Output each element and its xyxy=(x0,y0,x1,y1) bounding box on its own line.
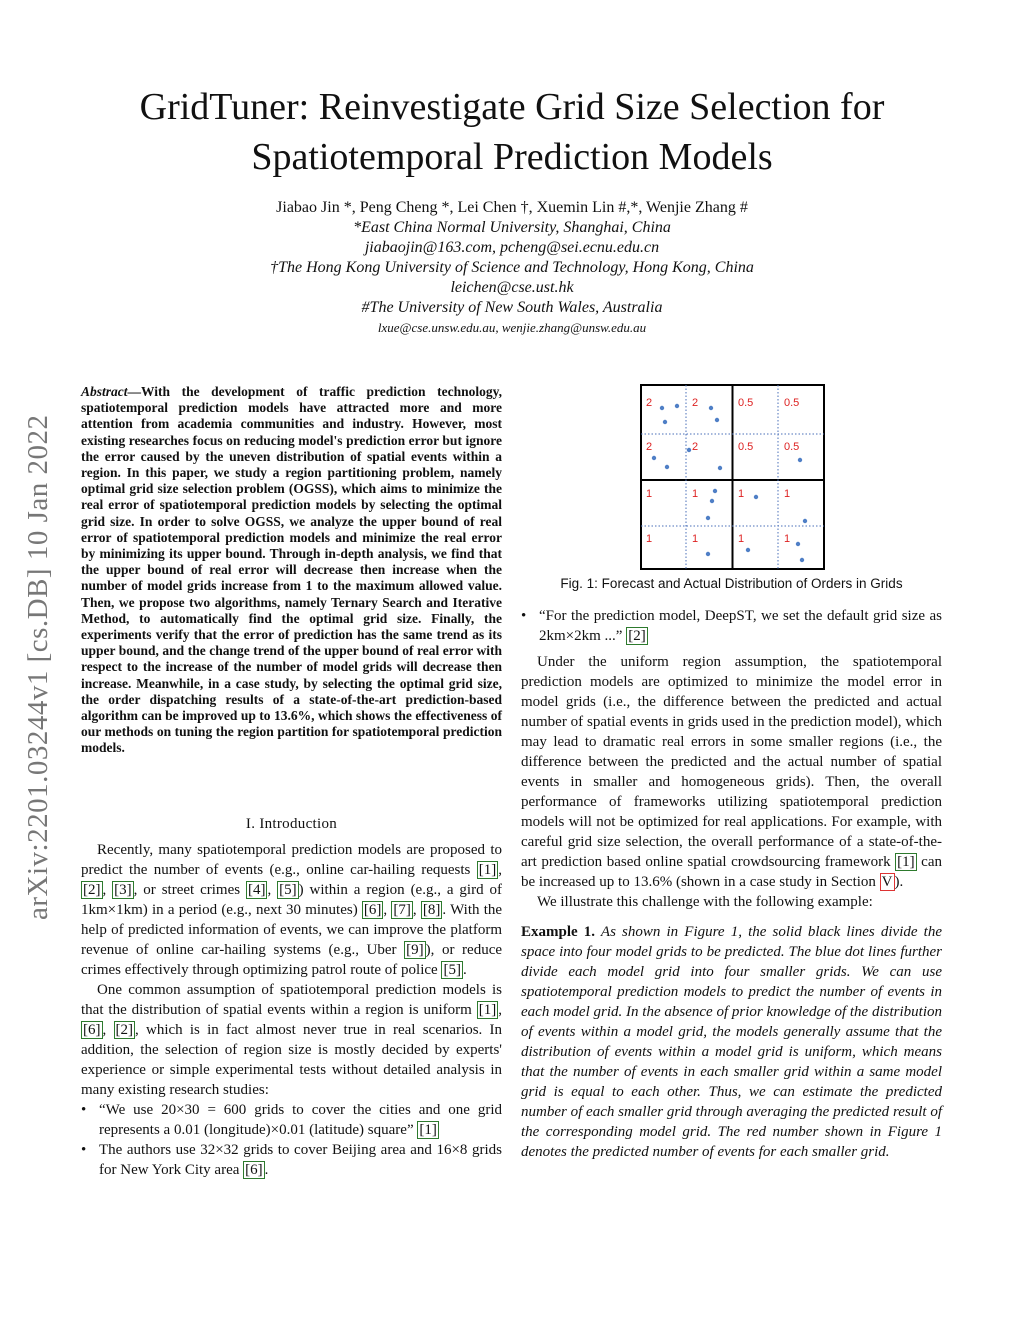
email-1: jiabaojin@163.com, pcheng@sei.ecnu.edu.cn xyxy=(364,239,660,256)
citation-link[interactable]: [2] xyxy=(115,1022,133,1038)
affiliation-1: *East China Normal University, Shanghai, China xyxy=(353,219,671,236)
email-2: leichen@cse.ust.hk xyxy=(450,279,574,296)
abstract-lead: Abstract xyxy=(81,384,128,399)
citation-link[interactable]: [1] xyxy=(478,862,497,878)
example-1: Example 1. As shown in Figure 1, the solid black lines divide the space into four model grids to be predicted. The blue dot lines further divide each model grid into four smaller grids. We can use spatiotemporal prediction models to predict the number of events in each model grid. In the absence of prior knowledge of the distribution of events within a model grid, the models generally assume that the distribution of events within a model grid is uniform, which means that the number of events in each smaller grid within a same model grid is equal to each other. Thus, we can estimate the predicted number of each smaller grid through averaging the predicted result of the corresponding model grid. The red number shown in Figure 1 denotes the predicted number of events for each smaller grid. xyxy=(521,924,942,1160)
affiliation-2: †The Hong Kong University of Science and Technology, Hong Kong, China xyxy=(270,259,754,276)
grid-label: 1 xyxy=(646,488,653,500)
author-block xyxy=(60,198,964,338)
grid-label: 1 xyxy=(692,533,699,545)
citation-link[interactable]: [5] xyxy=(279,882,297,898)
event-dot xyxy=(718,466,722,470)
affiliation-3: #The University of New South Wales, Australia xyxy=(361,299,663,316)
event-dot xyxy=(715,418,719,422)
grid-label: 1 xyxy=(738,533,745,545)
event-dot xyxy=(665,465,669,469)
citation-link[interactable]: [6] xyxy=(363,902,382,918)
event-dot xyxy=(706,552,710,556)
section-heading-introduction: I. Introduction xyxy=(245,816,338,832)
citation-link[interactable]: [1] xyxy=(897,854,915,870)
bullet-item: • “For the prediction model, DeepST, we set the default grid size as 2km×2km ...” [2] xyxy=(521,606,942,646)
citation-link[interactable]: [2] xyxy=(628,628,646,644)
event-dot xyxy=(663,420,667,424)
event-dot xyxy=(710,499,714,503)
figure-1-grid xyxy=(640,384,825,570)
example-lead: Example 1. xyxy=(521,924,596,940)
citation-link[interactable]: [2] xyxy=(83,882,101,898)
grid-label: 0.5 xyxy=(784,397,800,409)
citation-link[interactable]: [9] xyxy=(406,942,424,958)
event-dot xyxy=(796,542,800,546)
event-dot xyxy=(798,458,802,462)
bullet-item: • The authors use 32×32 grids to cover Beijing area and 16×8 grids for New York City area [6] . xyxy=(81,1140,502,1180)
event-dot xyxy=(675,404,679,408)
grid-label: 2 xyxy=(646,441,653,453)
event-dot xyxy=(706,516,710,520)
figure-1-caption: Fig. 1: Forecast and Actual Distribution of Orders in Grids xyxy=(560,576,903,591)
grid-label: 0.5 xyxy=(738,397,754,409)
event-dot xyxy=(800,558,804,562)
event-dot xyxy=(713,489,717,493)
grid-label: 1 xyxy=(784,533,791,545)
arxiv-identifier: arXiv:2201.03244v1 [cs.DB] 10 Jan 2022 xyxy=(22,414,54,920)
citation-link[interactable]: [1] xyxy=(478,1002,497,1018)
paragraph-4: We illustrate this challenge with the following example: xyxy=(537,894,873,910)
citation-link[interactable]: [4] xyxy=(247,882,266,898)
citation-link[interactable]: [3] xyxy=(114,882,132,898)
event-dot xyxy=(746,548,750,552)
grid-label: 1 xyxy=(738,488,745,500)
citation-link[interactable]: [6] xyxy=(245,1162,263,1178)
grid-label: 2 xyxy=(692,397,699,409)
abstract xyxy=(81,384,502,757)
grid-label: 0.5 xyxy=(784,441,800,453)
event-dot xyxy=(754,495,758,499)
event-dot xyxy=(709,406,713,410)
grid-label: 2 xyxy=(692,441,699,453)
grid-label: 1 xyxy=(646,533,653,545)
grid-label: 1 xyxy=(784,488,791,500)
event-dot xyxy=(660,406,664,410)
event-dot xyxy=(803,519,807,523)
citation-link[interactable]: [8] xyxy=(422,902,441,918)
intro-paragraph-1: Recently, many spatiotemporal prediction models are proposed to predict the number of events (e.g., online car-hailing requests [1] , [2] , [3] , or street crimes [4] , [5] ) within a region (e.g., a gird of 1km×1km) in a period (e.g., next 30 minutes) [6] , [7] , [8] . With the help of predicted information of events, we can improve the platform revenue of online car-hailing systems (e.g., Uber [9] ), or reduce crimes effectively through optimizing patrol route of police [5] . xyxy=(81,842,503,978)
citation-link[interactable]: [7] xyxy=(393,902,411,918)
intro-column xyxy=(81,840,502,1180)
event-dot xyxy=(652,456,656,460)
email-3: lxue@cse.unsw.edu.au, wenjie.zhang@unsw.edu.au xyxy=(377,320,647,335)
grid-label: 2 xyxy=(646,397,653,409)
bullet-item: • “We use 20×30 = 600 grids to cover the cities and one grid represents a 0.01 (longitude)×0.01 (latitude) square” [1] xyxy=(81,1100,502,1140)
grid-label: 1 xyxy=(692,488,699,500)
event-dot xyxy=(687,448,691,452)
intro-paragraph-2: One common assumption of spatiotemporal prediction models is that the distribution of spatial events within a region is uniform [1] , [6] , [2] , which is in fact almost never true in real scenarios. In addition, the selection of region size is mostly decided by experts' experience or simple experimental tests without detailed analysis in many existing research studies: xyxy=(81,982,503,1098)
paragraph-3: Under the uniform region assumption, the spatiotemporal prediction models are optimized to minimize the model error in model grids (i.e., the difference between the predicted and actual number of spatial events in grids used in the prediction model), which may lead to dramatic real errors in some smaller regions (i.e., the difference between the predicted and the actual number of spatial events in smaller and homogeneous grids). Then, the overall performance of frameworks utilizing spatiotemporal prediction models will not be optimized for real applications. For example, with careful grid size selection, the overall performance of a state-of-the-art prediction based online spatial crowdsourcing framework [1] can be increased up to 13.6% (shown in a case study in Section V ). xyxy=(521,654,942,890)
author-list: Jiabao Jin *, Peng Cheng *, Lei Chen †, Xuemin Lin #,*, Wenjie Zhang # xyxy=(276,199,748,216)
right-column xyxy=(521,606,942,1177)
grid-label: 0.5 xyxy=(738,441,754,453)
abstract-text: —With the development of traffic prediction technology, spatiotemporal prediction models have attracted more and more attention from academia communities and industry. However, most existing researches focus on reducing model's prediction error but ignore the error caused by the uneven distribution of spatial events within a region. In this paper, we study a region partitioning problem, namely optimal grid size selection problem (OGSS), which aims to minimize the real error of spatiotemporal prediction models by selecting the optimal grid size. In order to solve OGSS, we analyze the upper bound of real error of spatiotemporal prediction models and minimize the real error by minimizing its upper bound. Through in-depth analysis, we find that the upper bound of real error will decrease then increase when the number of model grids increase from 1 to the maximum allowed value. Then, we propose two algorithms, namely Ternary Search and Iterative Method, to automatically find the optimal grid size. Finally, the experiments verify that the error of prediction has the same trend as its upper bound, and the change trend of the upper bound of real error with respect to the increase of the number of model grids will decrease then increase. Meanwhile, in a case study, by selecting the optimal grid size, the order dispatching results of a state-of-the-art prediction-based algorithm can be improved up to 13.6%, which shows the effectiveness of our methods on tuning the region partition for spatiotemporal prediction models. xyxy=(81,384,502,756)
paper-title: GridTuner: Reinvestigate Grid Size Selection for Spatiotemporal Prediction Models xyxy=(139,86,885,178)
citation-link[interactable]: [1] xyxy=(419,1122,437,1138)
section-link[interactable]: V xyxy=(881,874,893,890)
citation-link[interactable]: [6] xyxy=(83,1022,101,1038)
citation-link[interactable]: [5] xyxy=(443,962,461,978)
